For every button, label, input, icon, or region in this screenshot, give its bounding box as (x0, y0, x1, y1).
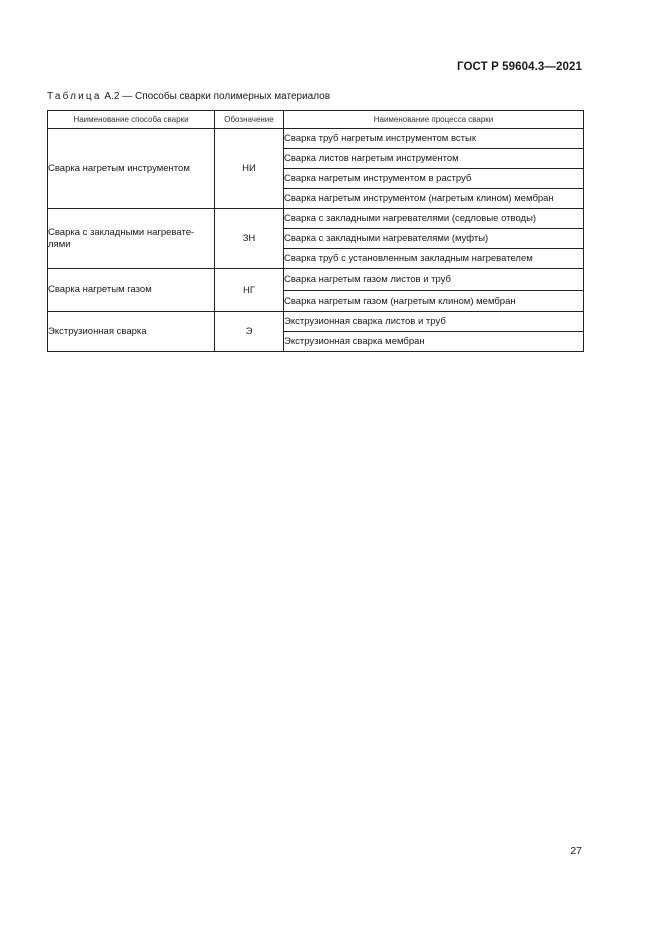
process-cell: Экструзионная сварка мембран (284, 332, 584, 352)
process-cell: Сварка нагретым инструментом в раструб (284, 169, 584, 189)
caption-text: Способы сварки полимерных материалов (134, 91, 331, 102)
method-cell: Сварка с закладными нагревате-лями (48, 209, 215, 269)
page-number: 27 (570, 845, 582, 857)
caption-number: А.2 (104, 91, 120, 102)
code-cell: НИ (215, 129, 284, 209)
table-header-row (48, 111, 584, 129)
method-cell: Сварка нагретым газом (48, 269, 215, 312)
header-method: Наименование способа сварки (48, 111, 215, 129)
process-cell: Сварка листов нагретым инструментом (284, 149, 584, 169)
process-cell: Сварка нагретым газом листов и труб (284, 269, 584, 291)
table-row (48, 209, 584, 229)
code-cell: ЗН (215, 209, 284, 269)
method-cell: Сварка нагретым инструментом (48, 129, 215, 209)
process-cell: Сварка нагретым инструментом (нагретым клином) мембран (284, 189, 584, 209)
table-caption (47, 91, 330, 102)
process-cell: Сварка труб нагретым инструментом встык (284, 129, 584, 149)
caption-dash: — (122, 91, 133, 102)
method-cell: Экструзионная сварка (48, 312, 215, 352)
table-row (48, 269, 584, 291)
process-cell: Сварка с закладными нагревателями (седловые отводы) (284, 209, 584, 229)
process-cell: Сварка с закладными нагревателями (муфты) (284, 229, 584, 249)
process-cell: Сварка труб с установленным закладным нагревателем (284, 249, 584, 269)
header-process: Наименование процесса сварки (284, 111, 584, 129)
welding-methods-table (47, 110, 584, 352)
code-cell: Э (215, 312, 284, 352)
document-code: ГОСТ Р 59604.3—2021 (457, 61, 582, 73)
caption-label: Таблица (47, 91, 102, 102)
header-code: Обозначение (215, 111, 284, 129)
table-row (48, 129, 584, 149)
process-cell: Экструзионная сварка листов и труб (284, 312, 584, 332)
process-cell: Сварка нагретым газом (нагретым клином) мембран (284, 291, 584, 312)
table-row (48, 312, 584, 332)
code-cell: НГ (215, 269, 284, 312)
